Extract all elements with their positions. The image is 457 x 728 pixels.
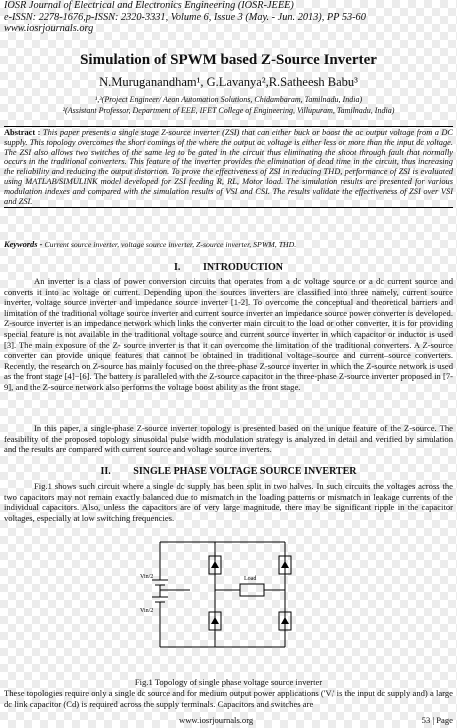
section-number: II. bbox=[100, 466, 111, 477]
footer-url[interactable]: www.iosrjournals.org bbox=[179, 715, 254, 725]
vin-label-bottom: Vin/2 bbox=[140, 608, 154, 614]
section-number: I. bbox=[174, 262, 181, 273]
vin-label-top: Vin/2 bbox=[140, 574, 154, 580]
inverter-circuit-figure bbox=[140, 532, 320, 657]
journal-header bbox=[4, 0, 454, 35]
section-title: INTRODUCTION bbox=[202, 262, 283, 273]
keywords-label: Keywords - bbox=[4, 240, 43, 249]
abstract-label: Abstract : bbox=[4, 128, 41, 137]
keywords bbox=[4, 240, 453, 249]
diode-d4 bbox=[281, 617, 289, 624]
abstract bbox=[4, 126, 453, 208]
journal-name: IOSR Journal of Electrical and Electronics Engineering (IOSR-JEEE) bbox=[4, 0, 294, 11]
diode-d1 bbox=[211, 561, 219, 568]
page-number: 53 | Page bbox=[421, 715, 453, 725]
paragraph-intro-2: In this paper, a single-phase Z-source inverter topology is presented based on the unique feature of the Z-source. The feasibility of the proposed topology sinusoidal pulse width modulation strategy is analyzed in detail and verified by simulation and the results are compared with current source and voltage source inverters. bbox=[4, 423, 453, 455]
paragraph-intro-1: An inverter is a class of power conversion circuits that operates from a dc voltage source or a dc current source and converts it into ac voltage or current. Depending upon the sources inverters are classified into three namely, current source inverter, voltage source inverter and impedance source inverter [1-2]. To overcome the conceptual and theoretical barriers and limitation of the traditional voltage source inverter and current source inverter an impedance source power converter is developed. Z-source inverter is an impedance network which links the converter main circuit to the load or other converter, it is for providing special feature is not available in the traditional voltage source and current source inverter in which capacitor or inductor is used [3]. The main exposure of the Z- source inverter is that it can overcome the limitation of the traditional converters. A Z-source converter can provide unique features that cannot be obtained in traditional voltage–source and current–source converters. Recently, the research on Z-source has mainly focused on the three-phase Z-source inverter in which the Z-source network is used as the front stage [4]−[6]. The battery is paralleled with the Z-source capacitor in the three-phase Z-source inverter proposed in [7-9], and the Z-source network also performs the voltage boost ability as the front stage. bbox=[4, 276, 453, 392]
diode-d3 bbox=[281, 561, 289, 568]
load-box bbox=[240, 584, 264, 596]
affiliation-1: ¹,³(Project Engineer/ Aeon Automation Solutions, Chidambaram, Tamilnadu, India) bbox=[94, 95, 363, 104]
diode-d2 bbox=[211, 617, 219, 624]
paragraph-vsi-2: These topologies require only a single dc source and for medium output power applications ('Vᵢ' is the input dc supply and) a large dc link capacitor (Cd) is required across the supply terminals. Capacitors and switches are bbox=[4, 688, 453, 709]
affiliation-2: ²(Assistant Professor, Department of EEE, IFET College of Engineering, Villupuram, Tamilnadu, India) bbox=[62, 106, 395, 115]
load-label: Load bbox=[244, 576, 257, 582]
abstract-text: This paper presents a single stage Z-source inverter (ZSI) that can either buck or boost the ac output voltage from a DC supply. This topology overcomes the short comings of the where the output ac voltage is either less or more than the input dc voltage. The ZSI also allows two switches of the same leg to be gated in the circuit thus eliminating the shoot through fault that normally occurs in the traditional converters. This feature of the inverter provides the elimination of dead time in the circuit, thus increasing the reliability and reducing the output distortion. To prove the effectiveness of ZSI in reducing THD, performance of ZSI is evaluated using MATLAB/SIMULINK model developed for ZSI feeding R, RL, Motor load. The simulation results are presented for various modulation indexes and compared with the simulation results of VSI and CSI. The results validate the effectiveness of ZSI over VSI and ZSI. bbox=[4, 128, 454, 206]
paper-authors: N.Muruganandham¹, G.Lavanya²,R.Satheesh Babu³ bbox=[99, 75, 358, 89]
journal-issn: e-ISSN: 2278-1676,p-ISSN: 2320-3331, Volume 6, Issue 3 (May. - Jun. 2013), PP 53-60 bbox=[4, 11, 366, 23]
section-title: SINGLE PHASE VOLTAGE SOURCE INVERTER bbox=[133, 466, 357, 477]
paper-title: Simulation of SPWM based Z-Source Inverter bbox=[80, 52, 377, 68]
paragraph-vsi-1: Fig.1 shows such circuit where a single dc supply has been split in two halves. In such circuits the voltages across the two capacitors may not remain exactly balanced due to mismatch in the loading patterns or mismatch in leakage currents of the individual capacitors. Also, unless the capacitors are of very large magnitude, there may be significant ripple in the capacitor voltages, especially at low switching frequencies. bbox=[4, 481, 453, 523]
section-heading-introduction bbox=[0, 262, 457, 273]
figure-caption: Fig.1 Topology of single phase voltage source inverter bbox=[134, 677, 323, 687]
section-heading-vsi bbox=[0, 466, 457, 477]
keywords-text: Current source inverter, voltage source inverter, Z-source inverter, SPWM, THD. bbox=[44, 240, 297, 249]
journal-website[interactable]: www.iosrjournals.org bbox=[4, 23, 94, 35]
